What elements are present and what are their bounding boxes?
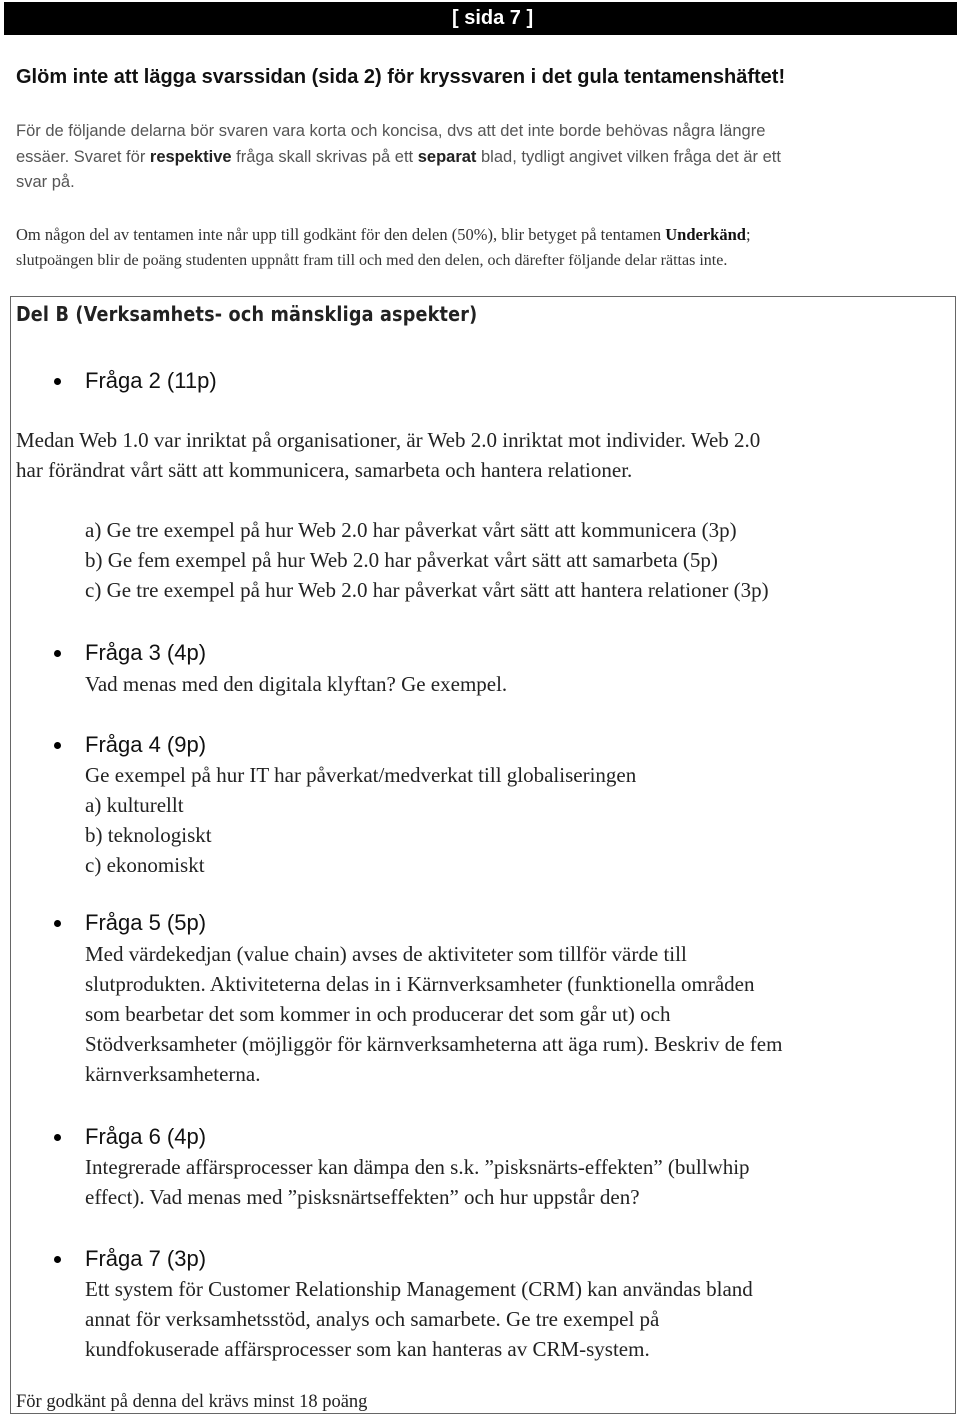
grading-rules [16,222,951,273]
question-5-label: Fråga 5 (5p) [85,910,207,935]
question-5-line-1: Med värdekedjan (value chain) avses de aktiviteter som tillför värde till [85,942,687,966]
question-5-line-2: slutprodukten. Aktiviteterna delas in i Kärnverksamheter (funktionella områden [85,972,755,996]
question-2-intro-line-1: Medan Web 1.0 var inriktat på organisationer, är Web 2.0 inriktat mot individer. Web 2.0 [16,428,761,452]
instructions-text: fråga skall skrivas på ett [231,147,418,166]
instructions-line-2 [16,145,951,171]
section-title: Del B (Verksamhets- och mänskliga aspekter) [16,302,478,326]
question-5-text [85,939,782,1089]
bullet-icon [54,920,61,927]
bullet-icon [54,378,61,385]
instructions-line-1: För de följande delarna bör svaren vara korta och koncisa, dvs att det inte borde behövas några längre [16,122,766,140]
question-3-text [85,669,507,699]
question-4-part-a: a) kulturellt [85,793,184,817]
page-header-bar [4,2,957,35]
question-6-line-1: Integrerade affärsprocesser kan dämpa den s.k. ”pisksnärts-effekten” (bullwhip [85,1155,750,1179]
bullet-icon [54,1134,61,1141]
question-5-line-5: kärnverksamheterna. [85,1062,261,1086]
question-2-subquestions [85,515,769,605]
reminder-heading: Glöm inte att lägga svarssidan (sida 2) för kryssvaren i det gula tentamenshäftet! [16,66,786,88]
page-number: [ sida 7 ] [452,7,534,29]
question-6-text [85,1152,750,1212]
question-2-intro-line-2: har förändrat vårt sätt att kommunicera, samarbeta och hantera relationer. [16,458,633,482]
grading-line-1 [16,222,951,248]
question-4-part-c: c) ekonomiskt [85,853,205,877]
instructions-emphasis-respektive: respektive [149,147,232,166]
instructions-text: blad, tydligt angivet vilken fråga det är ett [476,147,781,166]
bullet-icon [54,650,61,657]
question-6-line-2: effect). Vad menas med ”pisksnärtseffekten” och hur uppstår den? [85,1185,640,1209]
question-3-label: Fråga 3 (4p) [85,640,207,665]
question-6-label: Fråga 6 (4p) [85,1124,207,1149]
instructions-text: essäer. Svaret för [16,147,150,166]
grading-text: Om någon del av tentamen inte når upp till godkänt för den delen (50%), blir betyget på tentamen [16,225,666,244]
question-4-text [85,760,636,880]
question-2-label: Fråga 2 (11p) [85,368,217,393]
question-5-line-4: Stödverksamheter (möjliggör för kärnverksamheterna att äga rum). Beskriv de fem [85,1032,783,1056]
instructions-emphasis-separat: separat [417,147,477,166]
question-3-line-1: Vad menas med den digitala klyftan? Ge exempel. [85,672,508,696]
passing-requirement-note: För godkänt på denna del krävs minst 18 poäng [16,1392,368,1412]
answer-instructions [16,119,951,196]
question-4-line-1: Ge exempel på hur IT har påverkat/medverkat till globaliseringen [85,763,637,787]
grading-text: ; [745,225,751,244]
question-4-label: Fråga 4 (9p) [85,732,207,757]
question-7-line-1: Ett system för Customer Relationship Management (CRM) kan användas bland [85,1277,753,1301]
question-2-part-c: c) Ge tre exempel på hur Web 2.0 har påverkat vårt sätt att hantera relationer (3p) [85,578,769,602]
question-7-line-3: kundfokuserade affärsprocesser som kan hanteras av CRM-system. [85,1337,650,1361]
question-2-part-a: a) Ge tre exempel på hur Web 2.0 har påverkat vårt sätt att kommunicera (3p) [85,518,737,542]
question-2-part-b: b) Ge fem exempel på hur Web 2.0 har påverkat vårt sätt att samarbeta (5p) [85,548,718,572]
grading-emphasis-underkand: Underkänd [665,225,746,244]
instructions-line-3: svar på. [16,173,75,191]
bullet-icon [54,742,61,749]
question-7-label: Fråga 7 (3p) [85,1246,207,1271]
grading-line-2: slutpoängen blir de poäng studenten uppnått fram till och med den delen, och därefter följande delar rättas inte. [16,251,728,269]
question-4-part-b: b) teknologiskt [85,823,212,847]
question-7-line-2: annat för verksamhetsstöd, analys och samarbete. Ge tre exempel på [85,1307,660,1331]
question-2-intro [16,425,760,485]
question-5-line-3: som bearbetar det som kommer in och producerar det som går ut) och [85,1002,671,1026]
question-7-text [85,1274,753,1364]
bullet-icon [54,1256,61,1263]
